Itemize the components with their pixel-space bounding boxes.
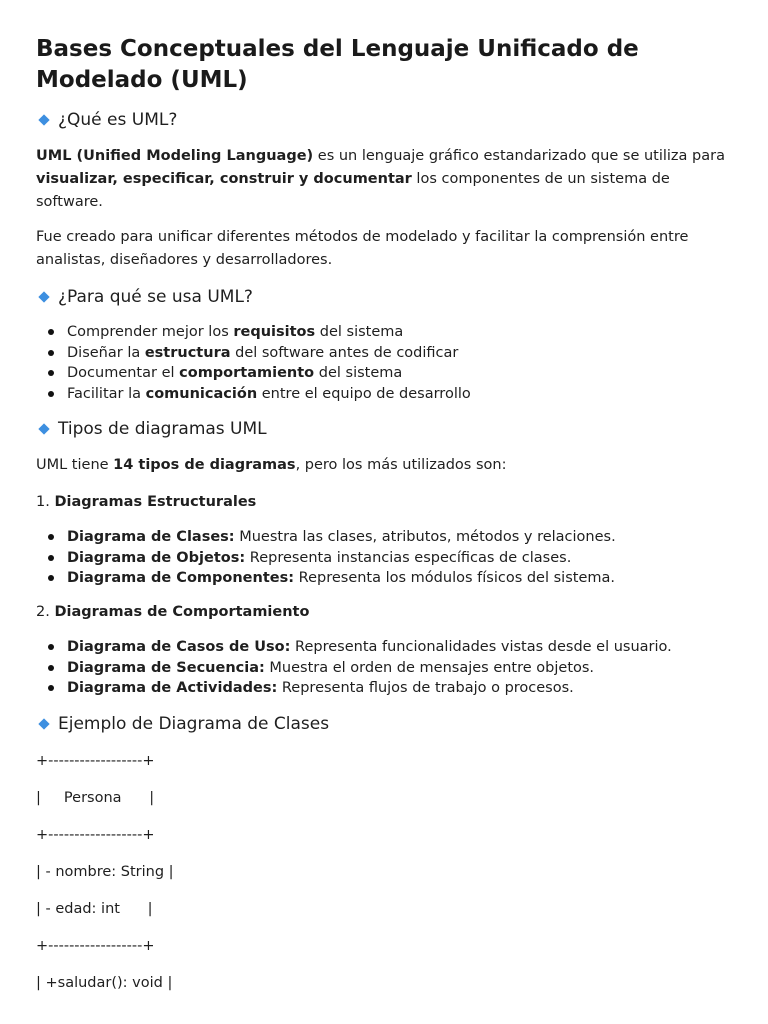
list-item: Diagrama de Componentes: Representa los módulos físicos del sistema. (36, 568, 732, 589)
group-heading-estructurales: 1. Diagramas Estructurales (36, 493, 257, 510)
diamond-bullet-icon (38, 423, 49, 434)
list-item: Diagrama de Objetos: Representa instancias específicas de clases. (36, 548, 732, 569)
diamond-bullet-icon (38, 114, 49, 125)
class-diagram-example (36, 751, 732, 993)
list-item: Documentar el comportamiento del sistema (36, 363, 732, 384)
list-item: Diagrama de Secuencia: Muestra el orden de mensajes entre objetos. (36, 658, 732, 679)
section-heading-text: Ejemplo de Diagrama de Clases (58, 714, 330, 735)
section-heading-text: ¿Qué es UML? (58, 110, 178, 130)
structural-diagrams-list (36, 527, 732, 589)
bold-text: visualizar, especificar, construir y documentar (36, 171, 412, 187)
behavior-diagrams-list (36, 637, 732, 699)
paragraph-definition (36, 145, 732, 214)
bold-text: UML (Unified Modeling Language) (36, 148, 314, 164)
list-item: Diseñar la estructura del software antes de codificar (36, 343, 732, 364)
diagram-line: +------------------+ (36, 827, 155, 844)
section-heading-que-es-uml (36, 109, 732, 131)
uses-list (36, 322, 732, 405)
text: los componentes de un sistema de software. (36, 171, 670, 210)
section-heading-tipos (36, 418, 732, 440)
diamond-bullet-icon (38, 291, 49, 302)
diagram-line: +------------------+ (36, 938, 155, 955)
list-item: Diagrama de Casos de Uso: Representa funcionalidades vistas desde el usuario. (36, 637, 732, 658)
paragraph-origin: Fue creado para unificar diferentes métodos de modelado y facilitar la comprensión entre analistas, diseñadores y desarrolladores. (36, 229, 689, 268)
list-item: Comprender mejor los requisitos del sistema (36, 322, 732, 343)
list-item: Diagrama de Clases: Muestra las clases, atributos, métodos y relaciones. (36, 527, 732, 548)
diagram-line: | Persona | (36, 790, 155, 807)
document-title: Bases Conceptuales del Lenguaje Unificado de Modelado (UML) (36, 36, 639, 93)
list-item: Facilitar la comunicación entre el equipo de desarrollo (36, 384, 732, 405)
diagram-line: | +saludar(): void | (36, 975, 173, 992)
section-heading-text: Tipos de diagramas UML (58, 418, 267, 439)
list-item: Diagrama de Actividades: Representa flujos de trabajo o procesos. (36, 678, 732, 699)
text: es un lenguaje gráfico estandarizado que se utiliza para (313, 148, 725, 164)
diagram-line: | - edad: int | (36, 901, 153, 918)
paragraph-intro: UML tiene 14 tipos de diagramas, pero los más utilizados son: (36, 456, 507, 473)
section-heading-para-que (36, 286, 732, 308)
group-heading-comportamiento: 2. Diagramas de Comportamiento (36, 603, 310, 620)
section-heading-ejemplo (36, 713, 732, 735)
diagram-line: | - nombre: String | (36, 864, 174, 881)
section-heading-text: ¿Para qué se usa UML? (58, 287, 253, 307)
diagram-line: +------------------+ (36, 753, 155, 770)
diamond-bullet-icon (38, 718, 49, 729)
